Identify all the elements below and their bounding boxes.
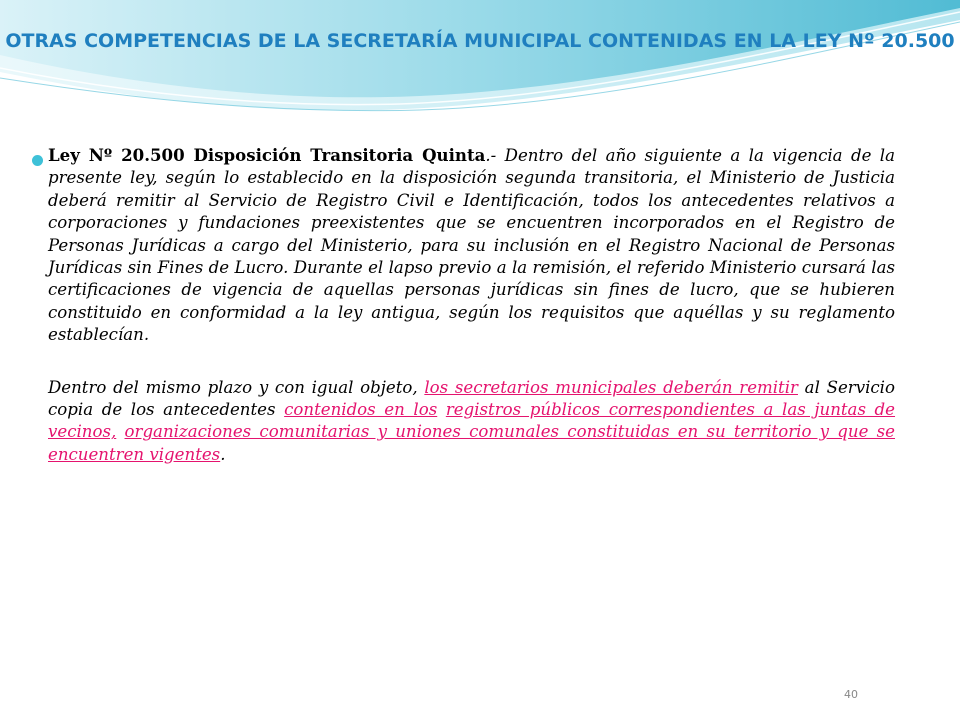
paragraph2-end: . [220, 444, 226, 464]
header-wave-decoration [0, 0, 960, 130]
paragraph-transitoria-quinta [48, 144, 895, 347]
paragraph2-intro: Dentro del mismo plazo y con igual objeto, [48, 377, 425, 397]
highlight-registros: registros públicos correspondientes a las juntas de vecinos, [48, 400, 896, 442]
paragraph2-mid2 [437, 400, 446, 419]
highlight-organizaciones: organizaciones comunitarias y uniones comunales constituidas en su territorio y que se encuentren vigentes [48, 422, 895, 464]
highlight-secretarios: los secretarios municipales deberán remitir [424, 377, 798, 397]
paragraph2-mid3 [116, 422, 124, 441]
paragraph-body: .- Dentro del año siguiente a la vigencia de la presente ley, según lo establecido en la disposición segunda transitoria, el Ministerio de Justicia deberá remitir al Servicio de Registro Civil e Identificación, todos los antecedentes relativos a corporaciones y fundaciones preexistentes que se encuentren incorporados en el Registro de Personas Jurídicas a cargo del Ministerio, para su inclusión en el Registro Nacional de Personas Jurídicas sin Fines de Lucro. Durante el lapso previo a la remisión, el referido Ministerio cursará las certificaciones de vigencia de aquellas personas jurídicas sin fines de lucro, que se hubieren constituido en conformidad a la ley antigua, según los requisitos que aquéllas y su reglamento establecían. [48, 146, 895, 345]
paragraph-lead: Ley Nº 20.500 Disposición Transitoria Quinta [48, 145, 486, 165]
slide-title: OTRAS COMPETENCIAS DE LA SECRETARÍA MUNICIPAL CONTENIDAS EN LA LEY Nº 20.500 [5, 30, 955, 52]
page-number: 40 [844, 688, 858, 701]
paragraph2-mid1: al Servicio copia de los antecedentes [48, 377, 895, 420]
paragraph-secretarios [48, 377, 895, 467]
highlight-contenidos: contenidos en los [284, 400, 438, 420]
bullet-icon [32, 155, 43, 166]
slide-content [48, 144, 895, 466]
